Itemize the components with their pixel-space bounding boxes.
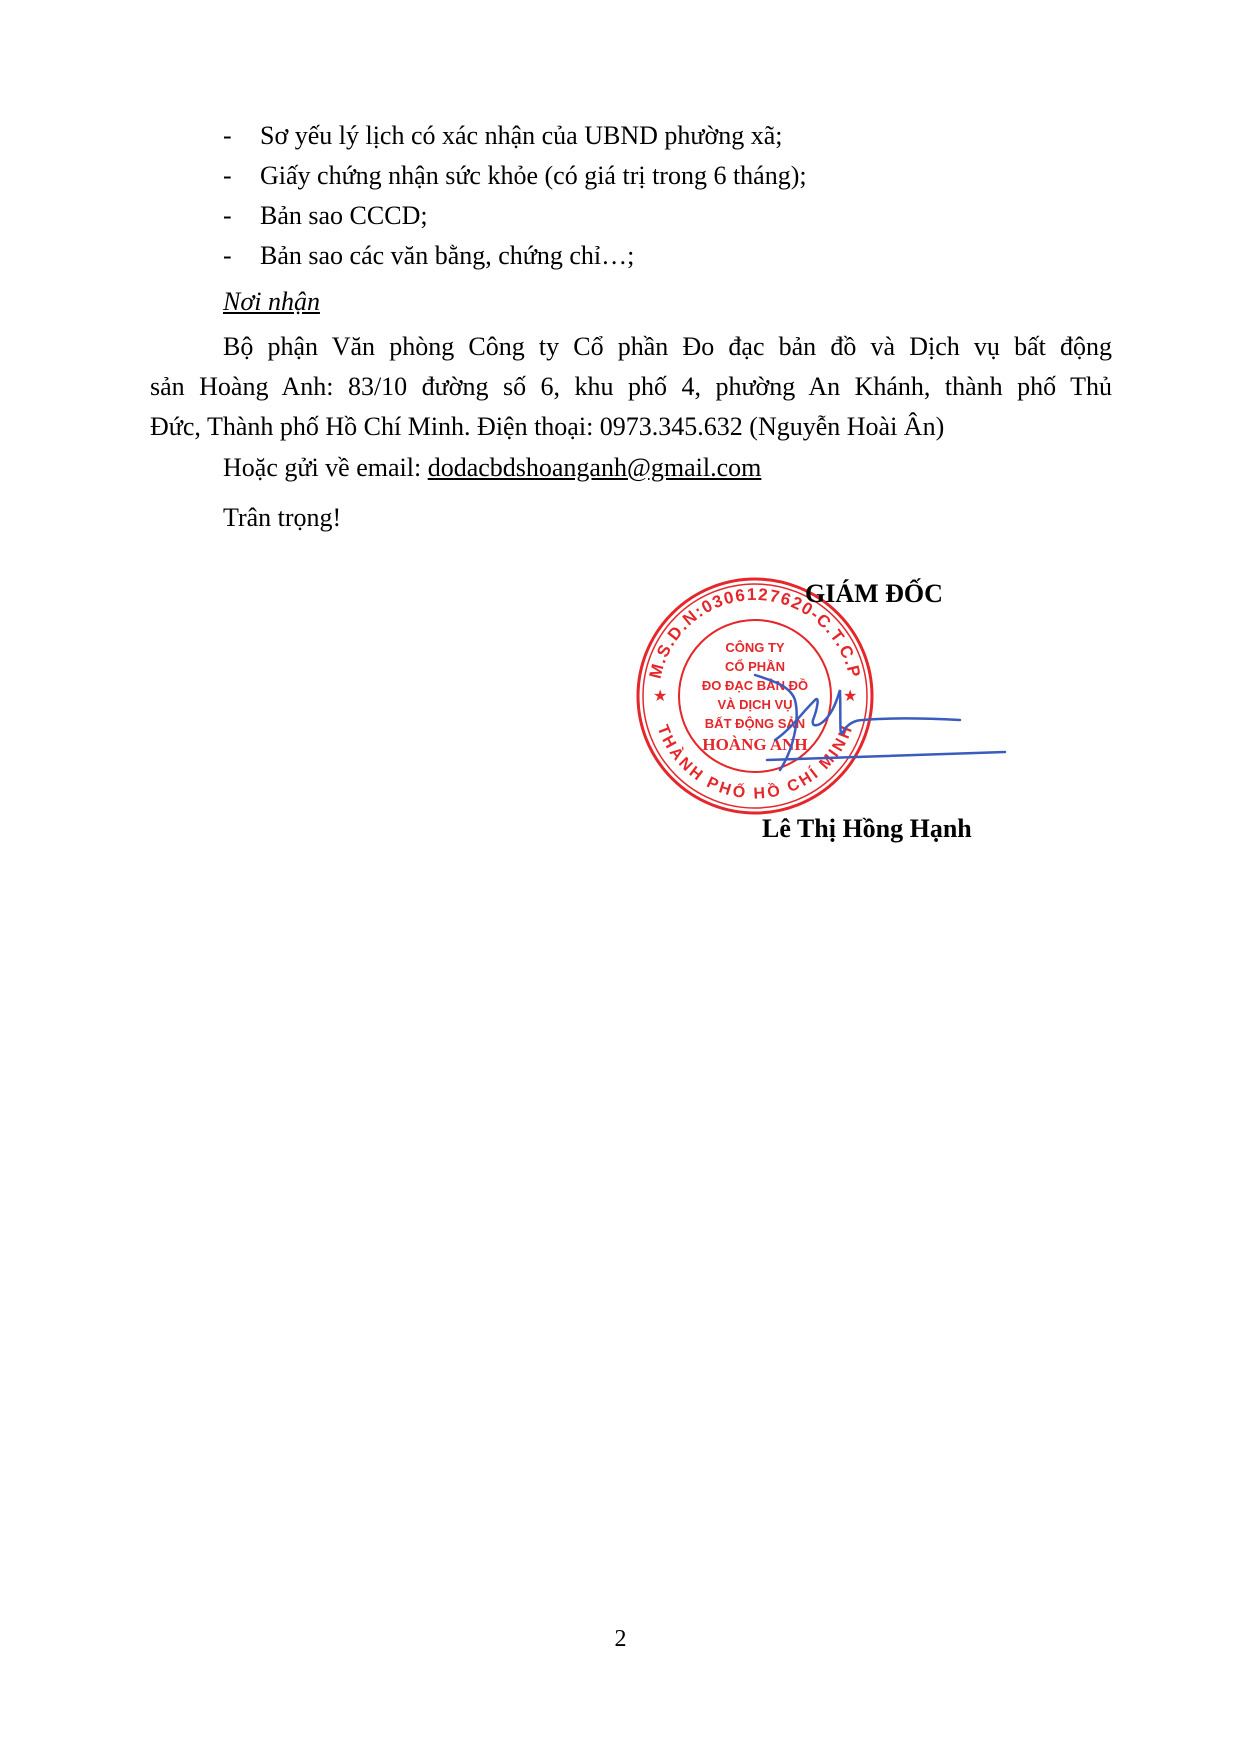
svg-text:★: ★ (843, 686, 858, 705)
signatory-name: Lê Thị Hồng Hạnh (762, 814, 972, 843)
stamp-line: BẤT ĐỘNG SẢN (704, 716, 806, 731)
requirement-text: Bản sao các văn bằng, chứng chỉ…; (260, 241, 635, 270)
requirement-item (223, 156, 807, 196)
bullet-dash: - (223, 241, 232, 270)
stamp-line: CÔNG TY (725, 640, 785, 655)
requirement-text: Sơ yếu lý lịch có xác nhận của UBND phường xã; (260, 121, 783, 150)
address-line: Đức, Thành phố Hồ Chí Minh. Điện thoại: 0973.345.632 (Nguyễn Hoài Ân) (150, 412, 945, 441)
requirement-text: Giấy chứng nhận sức khỏe (có giá trị trong 6 tháng); (260, 161, 807, 190)
requirement-item (223, 116, 782, 156)
requirement-item (223, 196, 428, 236)
email-link[interactable]: dodacbdshoanganh@gmail.com (427, 453, 762, 482)
closing-text: Trân trọng! (223, 503, 342, 532)
handwritten-signature (745, 660, 1015, 780)
stamp-bottom-text: THÀNH PHỐ HỒ CHÍ MINH (653, 722, 857, 803)
bullet-dash: - (223, 201, 232, 230)
requirement-text: Bản sao CCCD; (260, 201, 428, 230)
address-line: sản Hoàng Anh: 83/10 đường số 6, khu phố 4, phường An Khánh, thành phố Thủ (150, 372, 1112, 401)
email-prefix: Hoặc gửi về email: (223, 453, 428, 482)
bullet-dash: - (223, 121, 232, 150)
address-line: Bộ phận Văn phòng Công ty Cổ phần Đo đạc bản đồ và Dịch vụ bất động (223, 332, 1112, 361)
svg-text:★: ★ (653, 686, 668, 705)
recipient-heading: Nơi nhận (223, 287, 320, 316)
stamp-outer-text: M.S.D.N:0306127620-C.T.C.P (645, 584, 865, 681)
requirement-item (223, 236, 634, 276)
stamp-line: CỔ PHẦN (725, 659, 785, 674)
email-line (223, 448, 761, 488)
recipient-address (150, 327, 1112, 447)
stamp-line: HOÀNG ANH (702, 735, 808, 754)
signatory-title: GIÁM ĐỐC (805, 579, 943, 608)
page-number: 2 (614, 1626, 627, 1652)
bullet-dash: - (223, 161, 232, 190)
stamp-line: VÀ DỊCH VỤ (717, 697, 793, 712)
stamp-line: ĐO ĐẠC BẢN ĐỒ (701, 678, 809, 693)
